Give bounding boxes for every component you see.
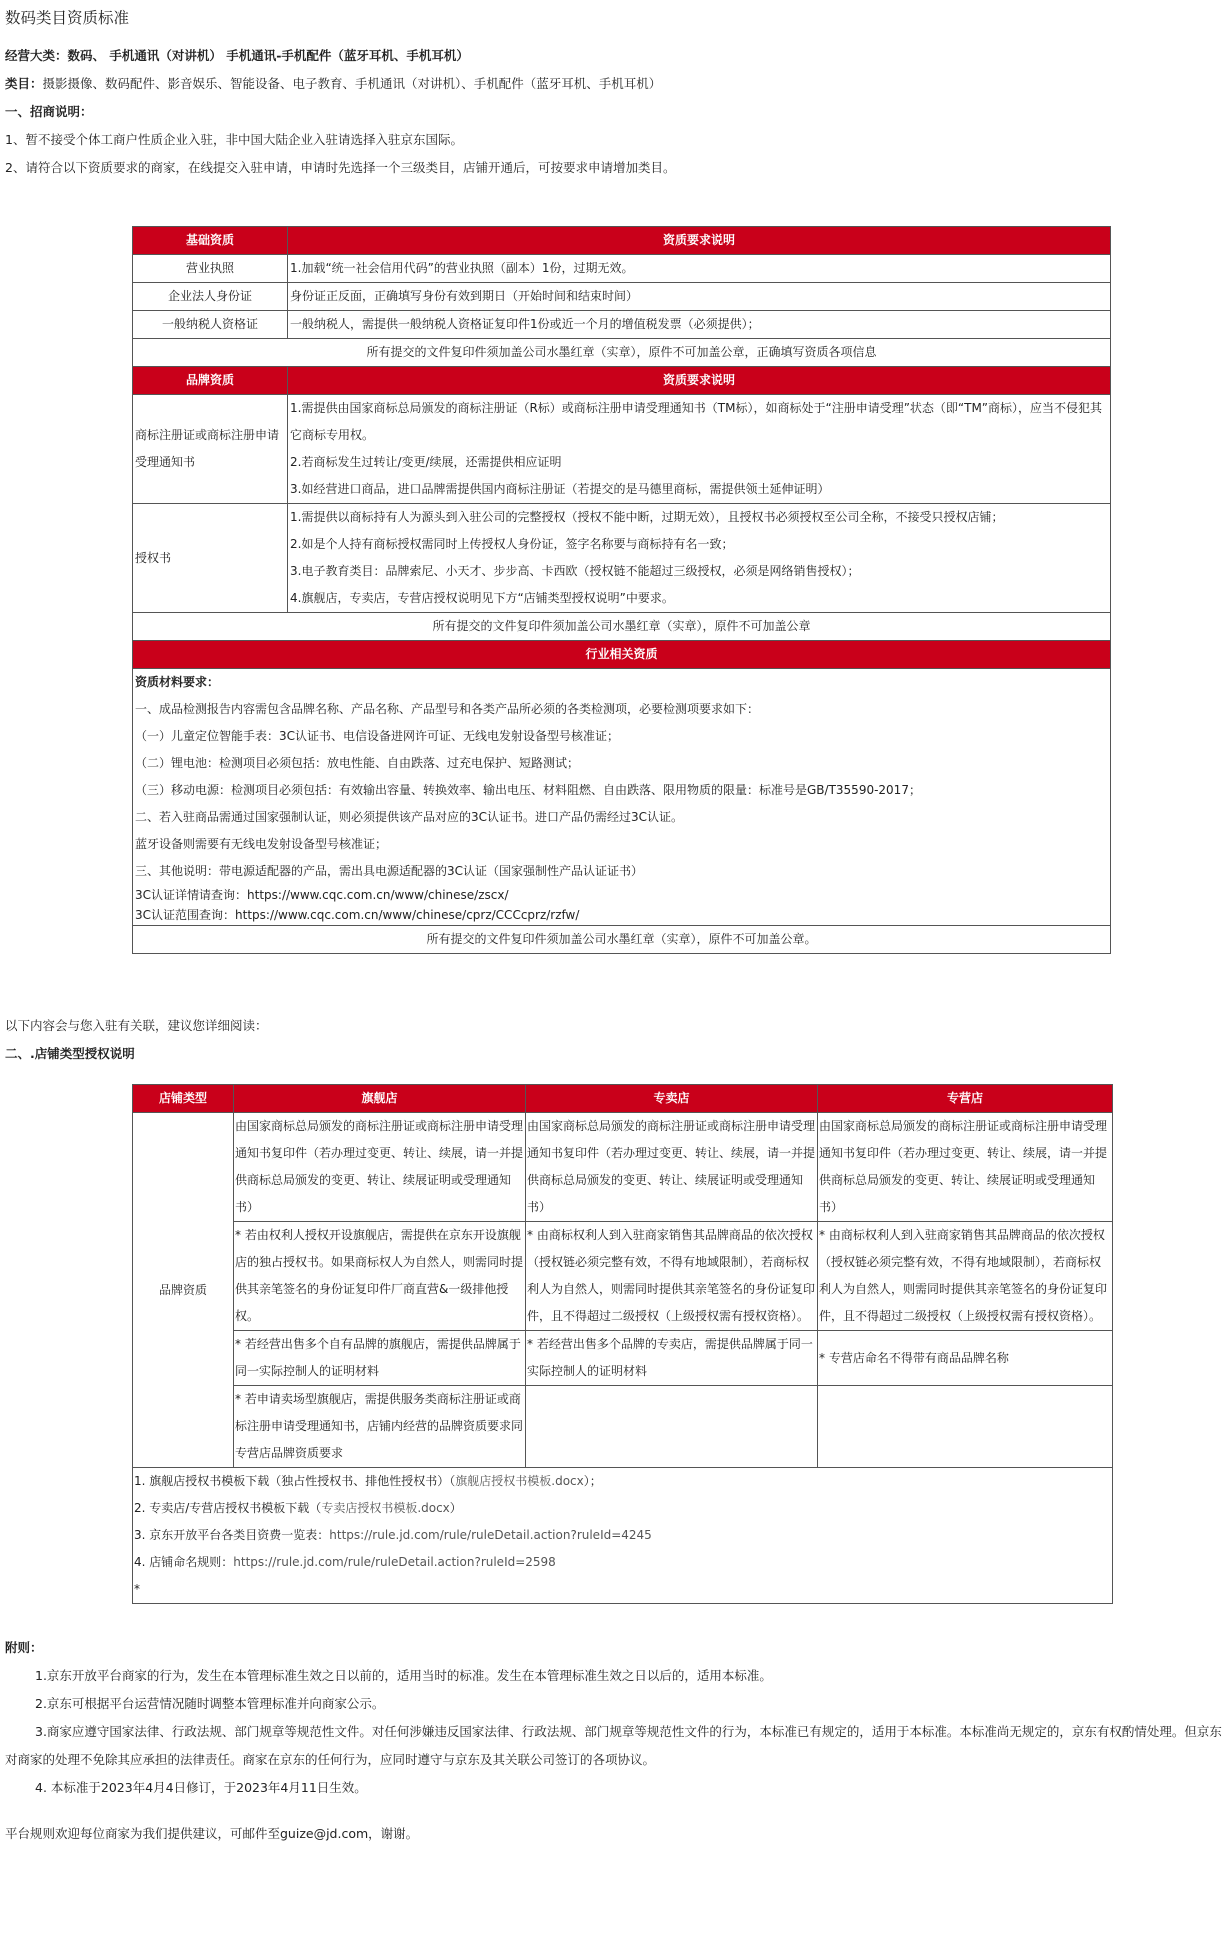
section1-item: 1、暂不接受个体工商户性质企业入驻，非中国大陆企业入驻请选择入驻京东国际。 [5, 132, 463, 147]
basic-row-desc: 1.加载“统一社会信用代码”的营业执照（副本）1份，过期无效。 [288, 255, 1111, 283]
category-label: 类目： [5, 76, 43, 91]
brand-row-desc [288, 395, 1111, 504]
industry-line: 一、成品检测报告内容需包含品牌名称、产品名称、产品型号和各类产品所必须的各类检测项，必要检测项要求如下： [135, 702, 760, 716]
shop-cell: * 若经营出售多个品牌的专卖店，需提供品牌属于同一实际控制人的证明材料 [526, 1331, 818, 1386]
cqc-scope-link[interactable]: 3C认证范围查询：https://www.cqc.com.cn/www/chinese/cprz/CCCcprz/rzfw/ [135, 908, 580, 922]
section1-title: 一、招商说明： [5, 104, 93, 119]
appendix-item: 1.京东开放平台商家的行为，发生在本管理标准生效之日以前的，适用当时的标准。发生在本管理标准生效之日以后的，适用本标准。 [35, 1668, 772, 1683]
basic-row-desc: 一般纳税人，需提供一般纳税人资格证复印件1份或近一个月的增值税发票（必须提供）； [288, 311, 1111, 339]
table-row [133, 395, 1111, 504]
basic-row-desc: 身份证正反面，正确填写身份有效到期日（开始时间和结束时间） [288, 283, 1111, 311]
industry-header: 行业相关资质 [133, 641, 1111, 669]
shop-header: 旗舰店 [234, 1085, 526, 1113]
shop-cell: * 若由权利人授权开设旗舰店，需提供在京东开设旗舰店的独占授权书。如果商标权人为自然人，则需同时提供其亲笔签名的身份证复印件厂商直营&一级排他授权。 [234, 1222, 526, 1331]
shop-type-table [132, 1084, 1113, 1604]
fees-rule-link[interactable]: https://rule.jd.com/rule/ruleDetail.action?ruleId=4245 [329, 1528, 652, 1542]
industry-line: （三）移动电源：检测项目必须包括：有效输出容量、转换效率、输出电压、材料阻燃、自由跌落、限用物质的限量：标准号是GB/T35590-2017； [135, 783, 921, 797]
brand-line: 4.旗舰店，专卖店，专营店授权说明见下方“店铺类型授权说明”中要求。 [290, 591, 674, 605]
shop-cell: 由国家商标总局颁发的商标注册证或商标注册申请受理通知书复印件（若办理过变更、转让、续展，请一并提供商标总局颁发的变更、转让、续展证明或受理通知书） [526, 1113, 818, 1222]
appendix-item: 4. 本标准于2023年4月4日修订，于2023年4月11日生效。 [35, 1780, 367, 1795]
brand-note: 所有提交的文件复印件须加盖公司水墨红章（实章），原件不可加盖公章 [133, 613, 1111, 641]
basic-note: 所有提交的文件复印件须加盖公司水墨红章（实章），原件不可加盖公章，正确填写资质各项信息 [133, 339, 1111, 367]
intro-text: 以下内容会与您入驻有关联，建议您详细阅读： [5, 1018, 268, 1033]
brand-header-right: 资质要求说明 [288, 367, 1111, 395]
brand-row-name: 授权书 [133, 504, 288, 613]
link-suffix: ） [449, 1501, 462, 1515]
table-row [133, 1331, 1113, 1386]
link-suffix: ）； [583, 1474, 602, 1488]
trailing-mark: * [134, 1582, 140, 1596]
table-row [133, 504, 1111, 613]
specialty-template-link[interactable]: 专卖店授权书模板.docx [321, 1501, 450, 1515]
industry-line: （二）锂电池：检测项目必须包括：放电性能、自由跌落、过充电保护、短路测试； [135, 756, 580, 770]
table-row [133, 1113, 1113, 1222]
link-prefix: 2. 专卖店/专营店授权书模板下载（ [134, 1501, 322, 1515]
shop-link-line [134, 1495, 1111, 1522]
shop-cell: 由国家商标总局颁发的商标注册证或商标注册申请受理通知书复印件（若办理过变更、转让、续展，请一并提供商标总局颁发的变更、转让、续展证明或受理通知书） [234, 1113, 526, 1222]
industry-line: （一）儿童定位智能手表：3C认证书、电信设备进网许可证、无线电发射设备型号核准证； [135, 729, 620, 743]
shop-link-line [134, 1468, 1111, 1495]
industry-content [133, 669, 1111, 926]
brand-line: 3.电子教育类目：品牌索尼、小天才、步步高、卡西欧（授权链不能超过三级授权，必须是网络销售授权）； [290, 564, 860, 578]
link-prefix: 3. 京东开放平台各类目资费一览表： [134, 1528, 330, 1542]
industry-note: 所有提交的文件复印件须加盖公司水墨红章（实章），原件不可加盖公章。 [133, 926, 1111, 954]
brand-line: 1.需提供由国家商标总局颁发的商标注册证（R标）或商标注册申请受理通知书（TM标），如商标处于“注册申请受理”状态（即“TM”商标），应当不侵犯其它商标专用权。 [290, 401, 1103, 442]
shop-cell: * 由商标权利人到入驻商家销售其品牌商品的依次授权（授权链必须完整有效，不得有地域限制），若商标权利人为自然人，则需同时提供其亲笔签名的身份证复印件，且不得超过二级授权（上级授权需有授权资格）。 [526, 1222, 818, 1331]
table-row [133, 255, 1111, 283]
shop-link-line [134, 1522, 1111, 1549]
brand-header-left: 品牌资质 [133, 367, 288, 395]
shop-links [133, 1468, 1113, 1604]
qualification-table [132, 226, 1111, 954]
appendix-item: 3.商家应遵守国家法律、行政法规、部门规章等规范性文件。对任何涉嫌违反国家法律、行政法规、部门规章等规范性文件的行为，本标准已有规定的，适用于本标准。本标准尚无规定的，京东有权酌情处理。但京东对商家的处理不免除其应承担的法律责任。商家在京东的任何行为，应同时遵守与京东及其关联公司签订的各项协议。 [5, 1724, 1222, 1767]
shop-cell: * 由商标权利人到入驻商家销售其品牌商品的依次授权（授权链必须完整有效，不得有地域限制），若商标权利人为自然人，则需同时提供其亲笔签名的身份证复印件，且不得超过二级授权（上级授权需有授权资格）。 [818, 1222, 1113, 1331]
naming-rule-link[interactable]: https://rule.jd.com/rule/ruleDetail.action?ruleId=2598 [233, 1555, 556, 1569]
shop-row-label: 品牌资质 [133, 1113, 234, 1468]
page-title: 数码类目资质标准 [5, 9, 130, 27]
table-row [133, 1386, 1113, 1468]
shop-header: 专营店 [818, 1085, 1113, 1113]
operating-category: 经营大类：数码、 手机通讯（对讲机） 手机通讯-手机配件（蓝牙耳机、手机耳机） [5, 48, 469, 63]
shop-cell: * 专营店命名不得带有商品品牌名称 [818, 1331, 1113, 1386]
brand-line: 2.若商标发生过转让/变更/续展，还需提供相应证明 [290, 455, 562, 469]
cqc-query-link[interactable]: 3C认证详情请查询：https://www.cqc.com.cn/www/chinese/zscx/ [135, 888, 509, 902]
section2-title: 二、.店铺类型授权说明 [5, 1046, 135, 1061]
shop-cell: * 若申请卖场型旗舰店，需提供服务类商标注册证或商标注册申请受理通知书，店铺内经营的品牌资质要求同专营店品牌资质要求 [234, 1386, 526, 1468]
link-prefix: 4. 店铺命名规则： [134, 1555, 234, 1569]
shop-cell: * 若经营出售多个自有品牌的旗舰店，需提供品牌属于同一实际控制人的证明材料 [234, 1331, 526, 1386]
industry-line: 三、其他说明：带电源适配器的产品，需出具电源适配器的3C认证（国家强制性产品认证证书） [135, 864, 644, 878]
shop-cell [526, 1386, 818, 1468]
basic-row-name: 营业执照 [133, 255, 288, 283]
section1-item: 2、请符合以下资质要求的商家，在线提交入驻申请，申请时先选择一个三级类目，店铺开通后，可按要求申请增加类目。 [5, 160, 676, 175]
category-list [5, 70, 1225, 98]
appendix-item: 2.京东可根据平台运营情况随时调整本管理标准并向商家公示。 [35, 1696, 385, 1711]
basic-header-right: 资质要求说明 [288, 227, 1111, 255]
brand-line: 1.需提供以商标持有人为源头到入驻公司的完整授权（授权不能中断，过期无效），且授权书必须授权至公司全称，不接受只授权店铺； [290, 510, 1004, 524]
table-row [133, 283, 1111, 311]
industry-line: 二、若入驻商品需通过国家强制认证，则必须提供该产品对应的3C认证书。进口产品仍需经过3C认证。 [135, 810, 684, 824]
table-row [133, 311, 1111, 339]
shop-link-line [134, 1549, 1111, 1576]
brand-line: 3.如经营进口商品，进口品牌需提供国内商标注册证（若提交的是马德里商标，需提供领土延伸证明） [290, 482, 830, 496]
industry-line: 资质材料要求： [135, 675, 220, 689]
footer-note: 平台规则欢迎每位商家为我们提供建议，可邮件至guize@jd.com，谢谢。 [5, 1826, 419, 1841]
shop-cell [818, 1386, 1113, 1468]
basic-header-left: 基础资质 [133, 227, 288, 255]
brand-row-desc [288, 504, 1111, 613]
category-values: 摄影摄像、数码配件、影音娱乐、智能设备、电子教育、手机通讯（对讲机）、手机配件（蓝牙耳机、手机耳机） [42, 76, 662, 91]
link-prefix: 1. 旗舰店授权书模板下载（独占性授权书、排他性授权书）（ [134, 1474, 456, 1488]
brand-row-name: 商标注册证或商标注册申请受理通知书 [133, 395, 288, 504]
shop-cell: 由国家商标总局颁发的商标注册证或商标注册申请受理通知书复印件（若办理过变更、转让、续展，请一并提供商标总局颁发的变更、转让、续展证明或受理通知书） [818, 1113, 1113, 1222]
industry-line: 蓝牙设备则需要有无线电发射设备型号核准证； [135, 837, 388, 851]
appendix-title: 附则： [5, 1640, 43, 1655]
basic-row-name: 企业法人身份证 [133, 283, 288, 311]
table-row [133, 1222, 1113, 1331]
shop-header: 专卖店 [526, 1085, 818, 1113]
shop-header: 店铺类型 [133, 1085, 234, 1113]
brand-line: 2.如是个人持有商标授权需同时上传授权人身份证，签字名称要与商标持有名一致； [290, 537, 734, 551]
flagship-template-link[interactable]: 旗舰店授权书模板.docx [455, 1474, 584, 1488]
basic-row-name: 一般纳税人资格证 [133, 311, 288, 339]
